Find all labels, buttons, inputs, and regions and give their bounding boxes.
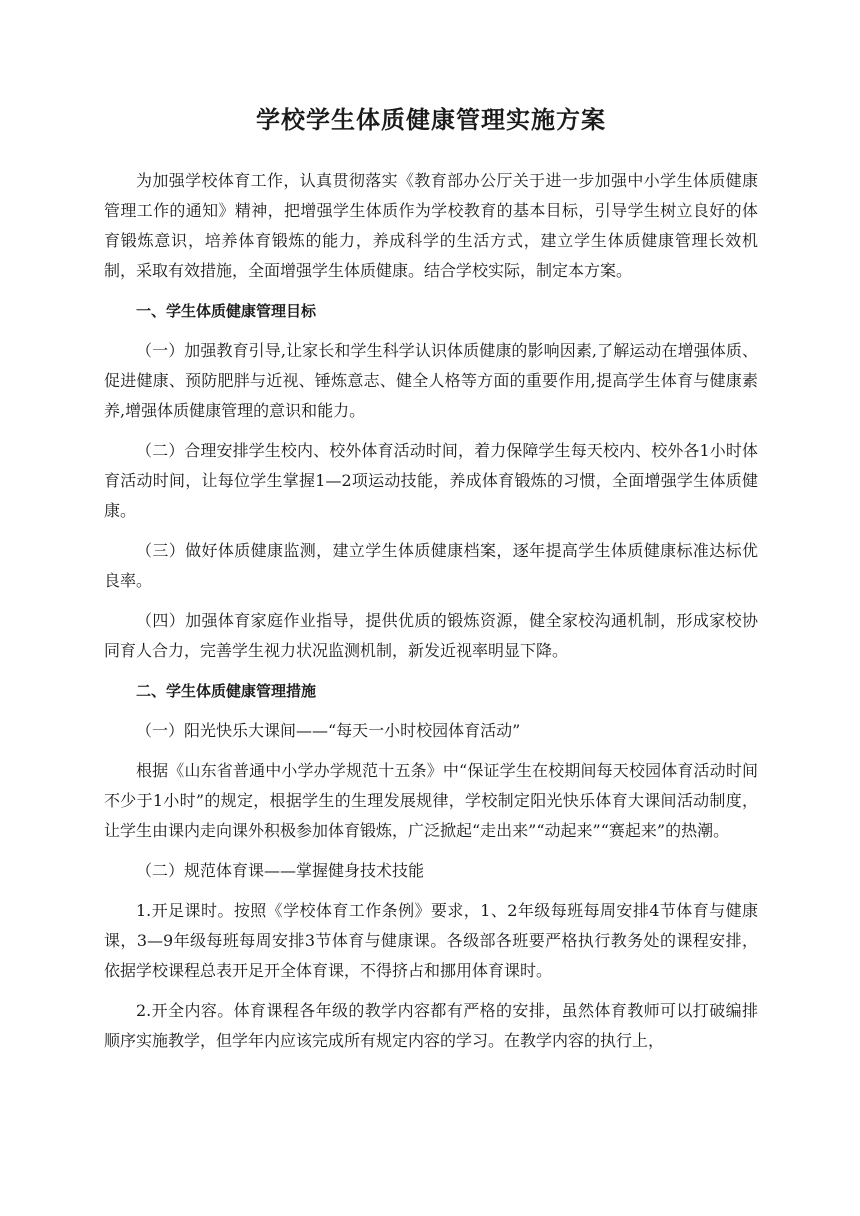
measure-subheading-1: （一）阳光快乐大课间——“每天一小时校园体育活动” xyxy=(136,721,521,740)
section-heading-measures: 二、学生体质健康管理措施 xyxy=(136,682,317,700)
page-title: 学校学生体质健康管理实施方案 xyxy=(256,106,606,134)
goal-paragraph-2: （二）合理安排学生校内、校外体育活动时间，着力保障学生每天校内、校外各1小时体育活动时间，让每位学生掌握1—2项运动技能，养成体育锻炼的习惯，全面增强学生体质健康。 xyxy=(104,441,758,520)
measure-paragraph-2: 1.开足课时。按照《学校体育工作条例》要求，1、2年级每班每周安排4节体育与健康课，3—9年级每班每周安排3节体育与健康课。各级部各班要严格执行教务处的课程安排，依据学校课程总表开足开全体育课，不得挤占和挪用体育课时。 xyxy=(104,901,758,980)
measure-paragraph-1: 根据《山东省普通中小学办学规范十五条》中“保证学生在校期间每天校园体育活动时间不少于1小时”的规定，根据学生的生理发展规律，学校制定阳光快乐体育大课间活动制度，让学生由课内走向课外积极参加体育锻炼，广泛掀起“走出来”“动起来”“赛起来”的热潮。 xyxy=(104,761,758,840)
section-heading-goals: 一、学生体质健康管理目标 xyxy=(136,302,317,320)
measure-paragraph-3: 2.开全内容。体育课程各年级的教学内容都有严格的安排，虽然体育教师可以打破编排顺序实施教学，但学年内应该完成所有规定内容的学习。在教学内容的执行上， xyxy=(104,1001,758,1050)
goal-paragraph-4: （四）加强体育家庭作业指导，提供优质的锻炼资源，健全家校沟通机制，形成家校协同育人合力，完善学生视力状况监测机制，新发近视率明显下降。 xyxy=(104,611,758,660)
goal-paragraph-3: （三）做好体质健康监测，建立学生体质健康档案，逐年提高学生体质健康标准达标优良率。 xyxy=(104,541,758,590)
measure-subheading-2: （二）规范体育课——掌握健身技术技能 xyxy=(136,861,425,880)
intro-paragraph: 为加强学校体育工作，认真贯彻落实《教育部办公厅关于进一步加强中小学生体质健康管理工作的通知》精神，把增强学生体质作为学校教育的基本目标，引导学生树立良好的体育锻炼意识，培养体育锻炼的能力，养成科学的生活方式，建立学生体质健康管理长效机制，采取有效措施，全面增强学生体质健康。结合学校实际，制定本方案。 xyxy=(104,171,758,280)
document-body xyxy=(104,166,758,1066)
goal-paragraph-1: （一）加强教育引导,让家长和学生科学认识体质健康的影响因素,了解运动在增强体质、促进健康、预防肥胖与近视、锤炼意志、健全人格等方面的重要作用,提高学生体育与健康素养,增强体质健康管理的意识和能力。 xyxy=(104,341,758,420)
